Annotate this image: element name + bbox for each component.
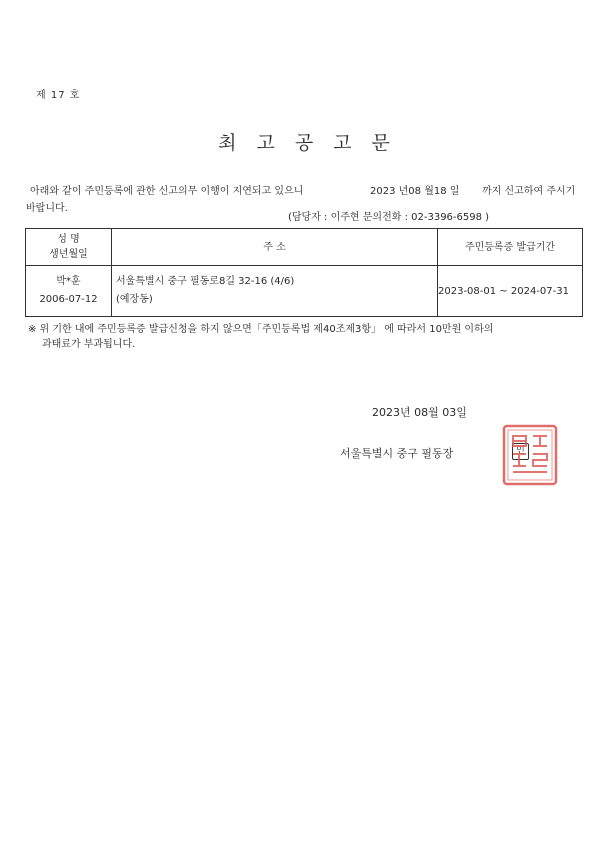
contact-info: (담당자 : 이주현 문의전화 : 02-3396-6598 ) (288, 212, 490, 223)
issue-date: 2023년 08월 03일 (372, 406, 467, 419)
official-seal-stamp (502, 424, 558, 486)
header-period: 주민등록증 발급기간 (438, 229, 583, 266)
header-birth: 생년월일 (49, 249, 88, 260)
header-name: 성 명 (57, 234, 80, 245)
issue-period-cell: 2023-08-01 ~ 2024-07-31 (438, 266, 583, 317)
deadline-date: 2023 년08 월18 일 (370, 186, 460, 197)
notice-text: ※ 위 기한 내에 주민등록증 발급신청을 하지 않으면「주민등록법 제40조제3항」 에 따라서 10만원 이하의 (28, 324, 494, 335)
person-name: 박*훈 (56, 276, 81, 287)
header-name-birth (26, 229, 112, 266)
issuer-name: 서울특별시 중구 필동장 (340, 447, 454, 460)
birth-date: 2006-07-12 (39, 294, 98, 305)
document-number: 제 17 호 (36, 90, 81, 101)
table-header-row (26, 229, 583, 266)
name-birth-cell (26, 266, 112, 317)
intro-text-end: 까지 신고하여 주시기 (482, 186, 576, 197)
seal-mark: 인 (512, 443, 529, 460)
intro-text: 아래와 같이 주민등록에 관한 신고의무 이행이 지연되고 있으니 (30, 186, 304, 197)
notice-table (25, 228, 583, 317)
address-line-2: (예장동) (116, 294, 153, 305)
address-cell (112, 266, 438, 317)
header-address: 주 소 (112, 229, 438, 266)
document-title: 최고공고문 (218, 132, 410, 154)
address-line-1: 서울특별시 중구 필동로8길 32-16 (4/6) (116, 276, 295, 287)
notice-text-line2: 과태료가 부과됩니다. (42, 339, 136, 350)
intro-text-line2: 바랍니다. (26, 203, 68, 214)
table-row (26, 266, 583, 317)
